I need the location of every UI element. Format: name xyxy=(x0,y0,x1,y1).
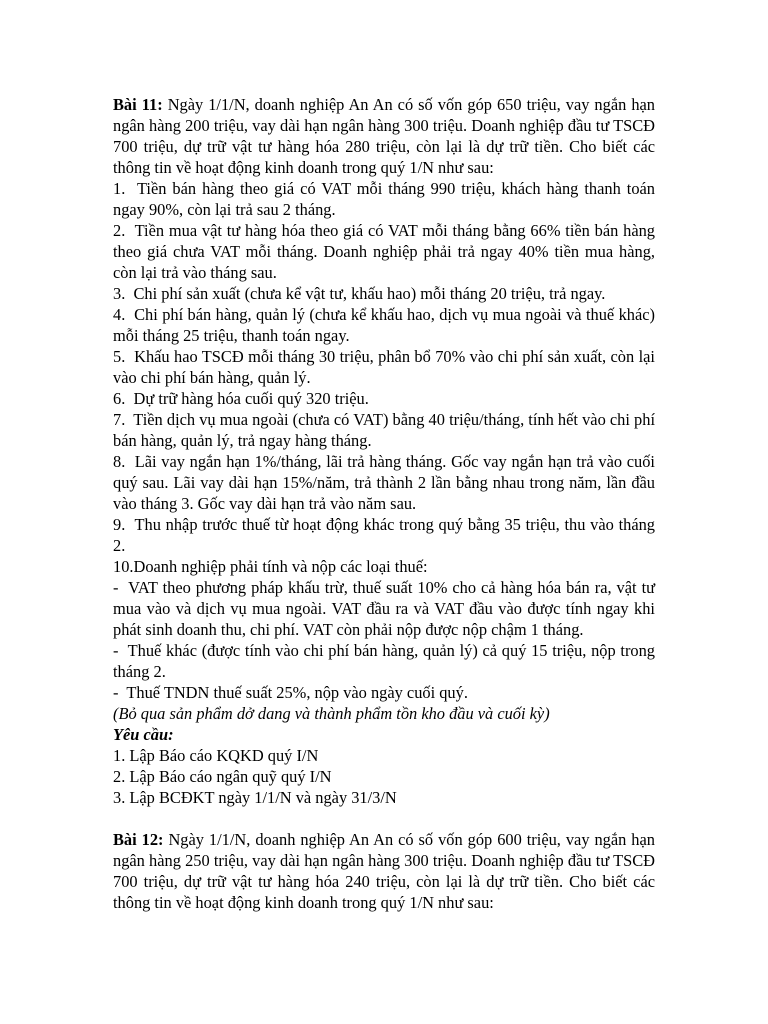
list-item: 6. Dự trữ hàng hóa cuối quý 320 triệu. xyxy=(113,389,369,408)
exercise-11-intro-text: Ngày 1/1/N, doanh nghiệp An An có số vốn góp 650 triệu, vay ngắn hạn ngân hàng 200 triệu, vay dài hạn ngân hàng 300 triệu. Doanh nghiệp đầu tư TSCĐ 700 triệu, dự trữ vật tư hàng hóa 280 triệu, còn lại là dự trữ tiền. Cho biết các thông tin về hoạt động kinh doanh trong quý 1/N như sau: xyxy=(113,95,655,177)
requirement-item: 2. Lập Báo cáo ngân quỹ quý I/N xyxy=(113,767,332,786)
list-item: 5. Khấu hao TSCĐ mỗi tháng 30 triệu, phân bổ 70% vào chi phí sản xuất, còn lại vào chi phí bán hàng, quản lý. xyxy=(113,347,655,387)
list-item: 10.Doanh nghiệp phải tính và nộp các loại thuế: xyxy=(113,557,428,576)
exercise-11-intro xyxy=(113,94,655,178)
tax-item: - VAT theo phương pháp khấu trừ, thuế suất 10% cho cả hàng hóa bán ra, vật tư mua vào và dịch vụ mua ngoài. VAT đầu ra và VAT đầu vào được tính ngay khi phát sinh doanh thu, chi phí. VAT còn phải nộp được nộp chậm 1 tháng. xyxy=(113,578,656,639)
list-item: 9. Thu nhập trước thuế từ hoạt động khác trong quý bằng 35 triệu, thu vào tháng 2. xyxy=(113,515,655,555)
list-item: 4. Chi phí bán hàng, quản lý (chưa kể khấu hao, dịch vụ mua ngoài và thuế khác) mỗi tháng 25 triệu, thanh toán ngay. xyxy=(113,305,655,345)
tax-item: - Thuế TNDN thuế suất 25%, nộp vào ngày cuối quý. xyxy=(113,683,468,702)
paragraph-spacer xyxy=(113,808,655,829)
list-item: 8. Lãi vay ngắn hạn 1%/tháng, lãi trả hàng tháng. Gốc vay ngắn hạn trả vào cuối quý sau. Lãi vay dài hạn 15%/năm, trả thành 2 lần bằng nhau trong năm, lần đầu vào tháng 3. Gốc vay dài hạn trả vào năm sau. xyxy=(113,452,655,513)
requirement-item: 3. Lập BCĐKT ngày 1/1/N và ngày 31/3/N xyxy=(113,788,397,807)
exercise-12-heading: Bài 12: xyxy=(113,830,164,849)
requirements-heading: Yêu cầu: xyxy=(113,725,174,744)
document-body xyxy=(113,94,655,913)
exercise-12-intro xyxy=(113,829,655,913)
exercise-11-heading: Bài 11: xyxy=(113,95,163,114)
list-item: 1. Tiền bán hàng theo giá có VAT mỗi tháng 990 triệu, khách hàng thanh toán ngay 90%, còn lại trả sau 2 tháng. xyxy=(113,179,655,219)
list-item: 3. Chi phí sản xuất (chưa kể vật tư, khấu hao) mỗi tháng 20 triệu, trả ngay. xyxy=(113,284,606,303)
tax-item: - Thuế khác (được tính vào chi phí bán hàng, quản lý) cả quý 15 triệu, nộp trong tháng 2. xyxy=(113,641,655,681)
list-item: 2. Tiền mua vật tư hàng hóa theo giá có VAT mỗi tháng bằng 66% tiền bán hàng theo giá chưa VAT mỗi tháng. Doanh nghiệp phải trả ngay 40% tiền mua hàng, còn lại trả vào tháng sau. xyxy=(113,221,655,282)
list-item: 7. Tiền dịch vụ mua ngoài (chưa có VAT) bằng 40 triệu/tháng, tính hết vào chi phí bán hàng, quản lý, trả ngay hàng tháng. xyxy=(113,410,655,450)
exercise-12-intro-text: Ngày 1/1/N, doanh nghiệp An An có số vốn góp 600 triệu, vay ngắn hạn ngân hàng 250 triệu, vay dài hạn ngân hàng 300 triệu. Doanh nghiệp đầu tư TSCĐ 700 triệu, dự trữ vật tư hàng hóa 240 triệu, còn lại là dự trữ tiền. Cho biết các thông tin về hoạt động kinh doanh trong quý 1/N như sau: xyxy=(113,830,655,912)
exercise-11-note: (Bỏ qua sản phẩm dở dang và thành phẩm tồn kho đầu và cuối kỳ) xyxy=(113,704,550,723)
requirement-item: 1. Lập Báo cáo KQKD quý I/N xyxy=(113,746,319,765)
